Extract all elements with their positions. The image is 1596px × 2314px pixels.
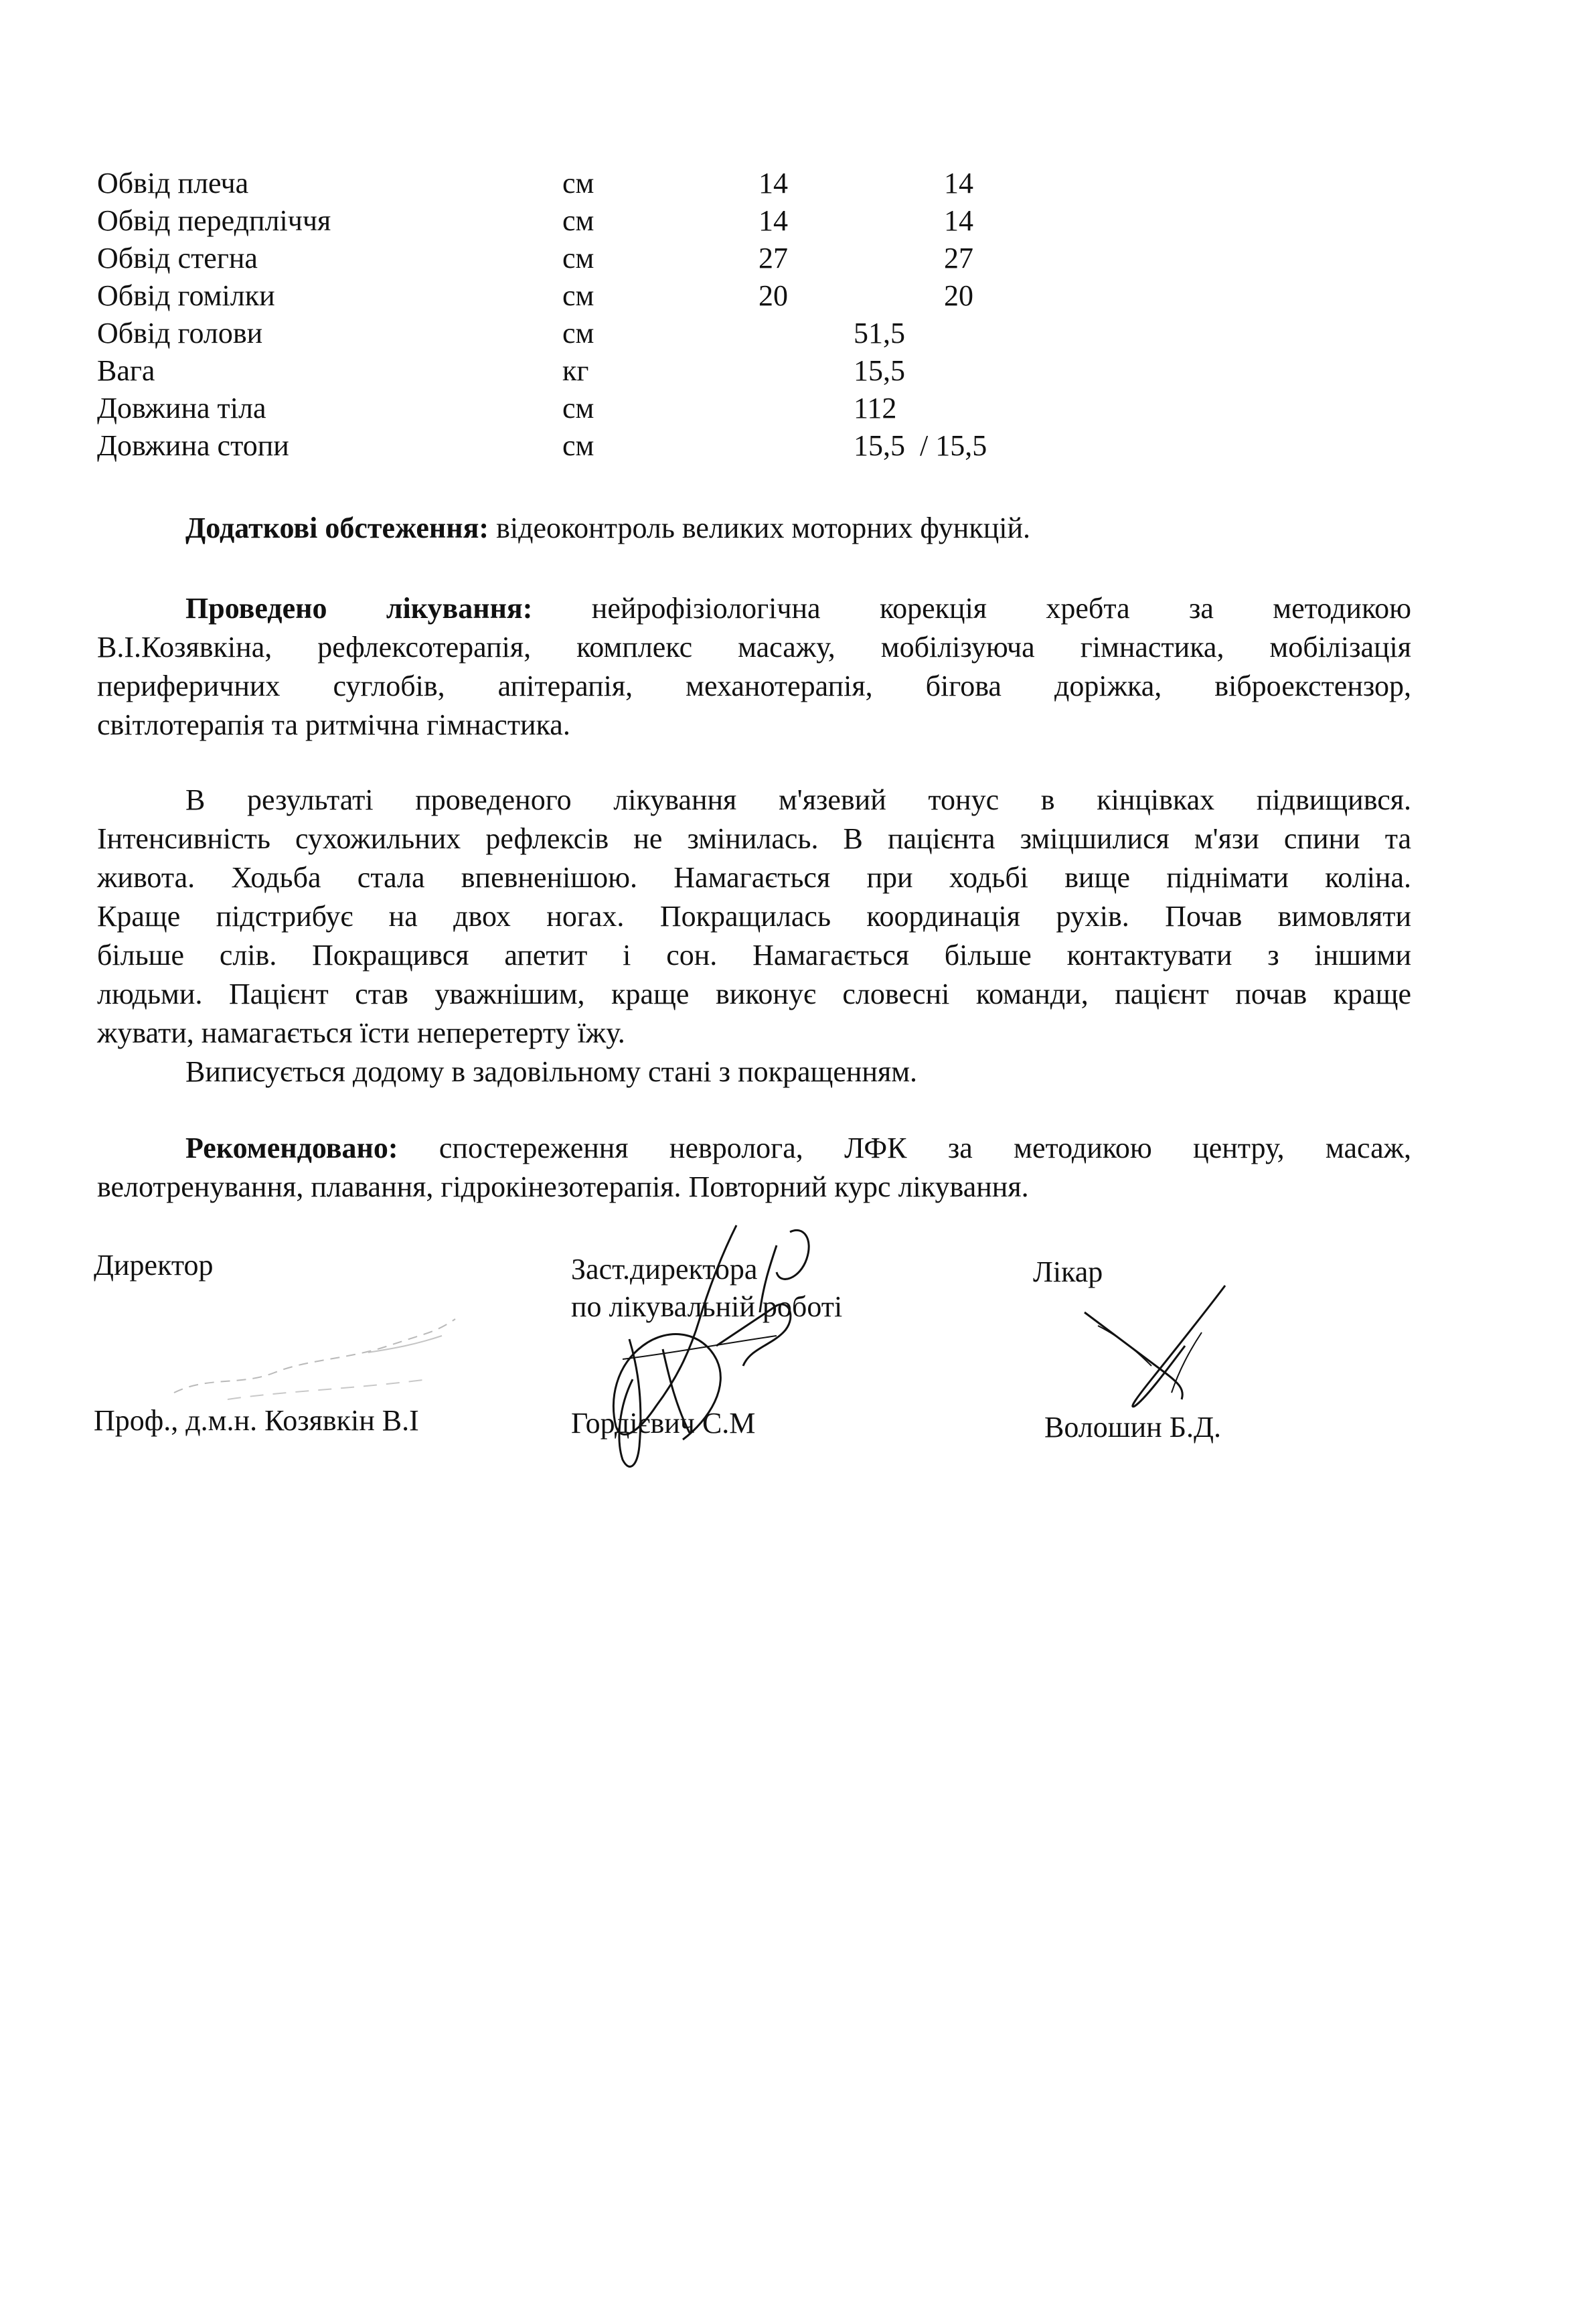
measurement-row (0, 240, 1596, 277)
measurement-unit: см (562, 279, 594, 312)
result-text: В результаті проведеного лікування м'язевий тонус в кінцівках підвищився. (185, 783, 1411, 816)
discharge-line (97, 1053, 1411, 1091)
doctor-signature-icon (1071, 1272, 1245, 1419)
treatment-line (97, 589, 1411, 628)
measurement-name: Обвід гомілки (97, 279, 275, 312)
treatment-text: нейрофізіологічна корекція хребта за методикою (532, 592, 1411, 625)
measurement-value-right: 20 (944, 279, 973, 312)
measurement-name: Довжина тіла (97, 392, 266, 425)
measurement-name: Обвід передпліччя (97, 204, 331, 237)
measurement-value: 15,5 (854, 354, 905, 387)
measurement-value-left: 14 (759, 167, 788, 200)
deputy-signature-icon (576, 1205, 857, 1486)
result-paragraph (97, 781, 1411, 1091)
measurement-unit: см (562, 167, 594, 200)
measurement-value-left: 27 (759, 242, 788, 275)
measurement-value-right: 14 (944, 204, 973, 237)
deputy-title-line-2: по лікувальній роботі (571, 1290, 843, 1323)
treatment-paragraph (97, 589, 1411, 745)
measurement-value: 51,5 (854, 317, 905, 350)
measurement-name: Обвід стегна (97, 242, 258, 275)
measurement-unit: см (562, 392, 594, 425)
recommended-label: Рекомендовано: (185, 1132, 398, 1164)
measurement-value-left: 20 (759, 279, 788, 312)
measurement-value: 112 (854, 392, 897, 425)
result-line: Краще підстрибує на двох ногах. Покращилась координація рухів. Почав вимовляти (97, 900, 1411, 933)
measurement-name: Обвід плеча (97, 167, 249, 200)
measurement-unit: см (562, 429, 594, 462)
measurement-row (0, 427, 1596, 465)
result-line: жувати, намагається їсти неперетерту їжу. (97, 1016, 625, 1049)
doctor-title: Лікар (1033, 1255, 1103, 1288)
additional-examinations (97, 509, 1411, 548)
result-line (97, 781, 1411, 820)
director-signature-icon (147, 1312, 469, 1406)
discharge-text: Виписується додому в задовільному стані з покращенням. (185, 1055, 918, 1088)
result-line: більше слів. Покращився апетит і сон. Намагається більше контактувати з іншими (97, 939, 1411, 972)
deputy-title-line-1: Заст.директора (571, 1253, 758, 1286)
director-title: Директор (94, 1249, 214, 1282)
measurement-row (0, 202, 1596, 240)
additional-text: відеоконтроль великих моторних функцій. (489, 512, 1031, 544)
measurement-unit: см (562, 317, 594, 350)
deputy-name: Гордієвич С.М (571, 1407, 756, 1440)
measurement-unit: кг (562, 354, 589, 387)
additional-label: Додаткові обстеження: (185, 512, 489, 544)
recommended-line: велотренування, плавання, гідрокінезотерапія. Повторний курс лікування. (97, 1170, 1029, 1203)
measurement-name: Вага (97, 354, 155, 387)
measurement-value-right: 14 (944, 167, 973, 200)
measurement-row (0, 390, 1596, 427)
doctor-name: Волошин Б.Д. (1044, 1411, 1221, 1444)
measurement-unit: см (562, 204, 594, 237)
result-line: живота. Ходьба стала впевненішою. Намагається при ходьбі вище піднімати коліна. (97, 861, 1411, 894)
measurement-row (0, 315, 1596, 352)
measurement-row (0, 277, 1596, 315)
measurement-value-right: 27 (944, 242, 973, 275)
recommended-line (97, 1129, 1411, 1168)
recommended-paragraph (97, 1129, 1411, 1207)
treatment-line: світлотерапія та ритмічна гімнастика. (97, 708, 570, 741)
result-line: Інтенсивність сухожильних рефлексів не змінилась. В пацієнта зміцшилися м'язи спини та (97, 822, 1411, 855)
measurement-row (0, 352, 1596, 390)
measurement-name: Обвід голови (97, 317, 263, 350)
treatment-line: периферичних суглобів, апітерапія, механотерапія, бігова доріжка, віброекстензор, (97, 670, 1411, 702)
measurement-name: Довжина стопи (97, 429, 289, 462)
treatment-line: В.І.Козявкіна, рефлексотерапія, комплекс масажу, мобілізуюча гімнастика, мобілізація (97, 631, 1411, 664)
measurement-unit: см (562, 242, 594, 275)
director-name: Проф., д.м.н. Козявкін В.І (94, 1404, 419, 1437)
measurement-row (0, 165, 1596, 202)
result-line: людьми. Пацієнт став уважнішим, краще виконує словесні команди, пацієнт почав краще (97, 978, 1411, 1010)
recommended-text: спостереження невролога, ЛФК за методикою центру, масаж, (398, 1132, 1411, 1164)
treatment-label: Проведено лікування: (185, 592, 533, 625)
measurement-value: 15,5 / 15,5 (854, 429, 987, 462)
measurement-value-left: 14 (759, 204, 788, 237)
